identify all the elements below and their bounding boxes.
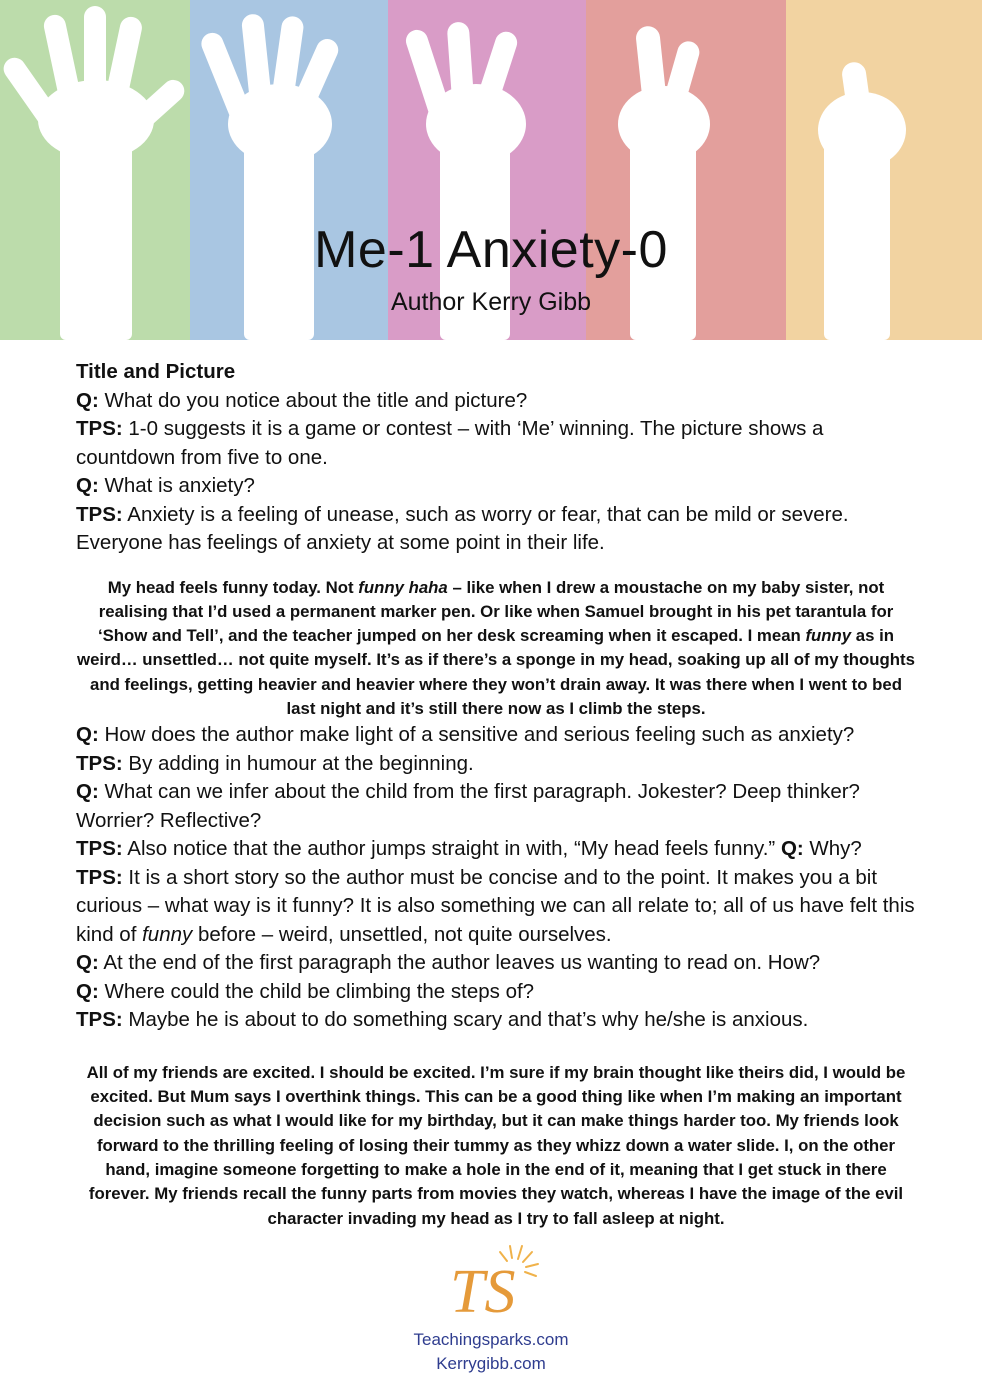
qa-item bbox=[76, 864, 916, 950]
qa-item bbox=[76, 472, 916, 501]
qa-label: TPS: bbox=[76, 1008, 123, 1032]
qa-label: TPS: bbox=[76, 837, 123, 861]
qa-item bbox=[76, 750, 916, 779]
story-passage-2: All of my friends are excited. I should be excited. I’m sure if my brain thought like theirs did, I would be excited. But Mum says I overthink things. This can be a good thing like when I’m making an important decision such as what I would like for my birthday, but it can make things harder too. My friends look forward to the thrilling feeling of losing their tummy as they whizz down a water slide. I, on the other hand, imagine someone forgetting to make a hole in the end of it, meaning that I get stuck in there forever. My friends recall the funny parts from movies they watch, whereas I have the image of the evil character invading my head as I try to fall asleep at night. bbox=[86, 1062, 906, 1228]
qa-item bbox=[76, 387, 916, 416]
qa-label: Q: bbox=[76, 723, 99, 747]
qa-item bbox=[76, 721, 916, 750]
qa-label: Q: bbox=[76, 474, 99, 497]
qa-text: At the end of the first paragraph the author leaves us wanting to read on. How? bbox=[98, 951, 821, 975]
qa-label: Q: bbox=[76, 780, 99, 804]
title-block bbox=[0, 218, 982, 318]
qa-text: Why? bbox=[803, 837, 862, 861]
qa-label: TPS: bbox=[76, 502, 123, 526]
section-heading: Title and Picture bbox=[76, 360, 236, 383]
qa-item bbox=[76, 778, 916, 835]
qa-label: Q: bbox=[780, 837, 804, 861]
qa-text: What do you notice about the title and picture? bbox=[98, 388, 528, 412]
qa-text: Anxiety is a feeling of unease, such as worry or fear, that can be mild or severe. Everyone has feelings of anxiety at some point in their life. bbox=[76, 502, 849, 554]
qa-text: It is a short story so the author must be concise and to the point. It makes you a bit curious – what way is it funny? It is also something we can all relate to; all of us have felt this kind of bbox=[76, 865, 915, 946]
passage-text: – like when I drew a moustache on my baby sister, not realising that I’d used a permanent marker pen. Or like when Samuel brought in his pet tarantula for ‘Show and Tell’, and the teacher jumped on her desk screaming when it escaped. I mean bbox=[97, 577, 894, 646]
qa-label: TPS: bbox=[76, 865, 123, 889]
qa-text: before – weird, unsettled, not quite ourselves. bbox=[192, 922, 612, 946]
qa-text: Maybe he is about to do something scary and that’s why he/she is anxious. bbox=[122, 1008, 809, 1032]
qa-item bbox=[76, 949, 916, 978]
sunburst-logo-icon bbox=[436, 1240, 546, 1324]
logo-text: TS bbox=[450, 1258, 516, 1324]
qa-item bbox=[76, 415, 916, 472]
qa-text: By adding in humour at the beginning. bbox=[122, 751, 474, 775]
passage-italic: funny haha bbox=[358, 577, 448, 597]
passage-text: as in weird… unsettled… not quite myself. It’s as if there’s a sponge in my head, soaking up all of my thoughts and feelings, getting heavier and heavier where they won’t drain away. It was there when I went to bed last night and it’s still there now as I climb the steps. bbox=[77, 626, 915, 718]
qa-label: Q: bbox=[76, 979, 99, 1003]
qa-text: What can we infer about the child from the first paragraph. Jokester? Deep thinker? Worrier? Reflective? bbox=[76, 780, 860, 832]
website-link[interactable]: Teachingsparks.com bbox=[413, 1330, 569, 1349]
website-link[interactable]: Kerrygibb.com bbox=[436, 1354, 546, 1373]
qa-item bbox=[76, 835, 916, 864]
qa-text: How does the author make light of a sensitive and serious feeling such as anxiety? bbox=[98, 723, 855, 747]
qa-list-1 bbox=[76, 387, 916, 558]
qa-italic: funny bbox=[142, 922, 193, 946]
qa-item bbox=[76, 1006, 916, 1035]
passage-italic: funny bbox=[805, 626, 852, 646]
qa-text: What is anxiety? bbox=[98, 474, 255, 497]
footer-logo bbox=[396, 1240, 586, 1376]
qa-item bbox=[76, 978, 916, 1007]
qa-text: 1-0 suggests it is a game or contest – with ‘Me’ winning. The picture shows a countdown from five to one. bbox=[76, 417, 824, 469]
qa-label: Q: bbox=[76, 388, 99, 412]
passage-text: My head feels funny today. Not bbox=[107, 577, 359, 597]
qa-label: Q: bbox=[76, 951, 99, 975]
document-author: Author Kerry Gibb bbox=[390, 288, 592, 316]
document-title: Me-1 Anxiety-0 bbox=[314, 221, 668, 279]
header-banner bbox=[0, 0, 982, 340]
story-passage-1 bbox=[76, 576, 916, 722]
qa-text: Also notice that the author jumps straight in with, “My head feels funny.” bbox=[122, 837, 781, 861]
main-content bbox=[76, 358, 916, 1231]
qa-item bbox=[76, 501, 916, 558]
qa-label: TPS: bbox=[76, 417, 123, 440]
qa-label: TPS: bbox=[76, 751, 123, 775]
qa-text: Where could the child be climbing the steps of? bbox=[98, 979, 535, 1003]
qa-list-2 bbox=[76, 721, 916, 1035]
